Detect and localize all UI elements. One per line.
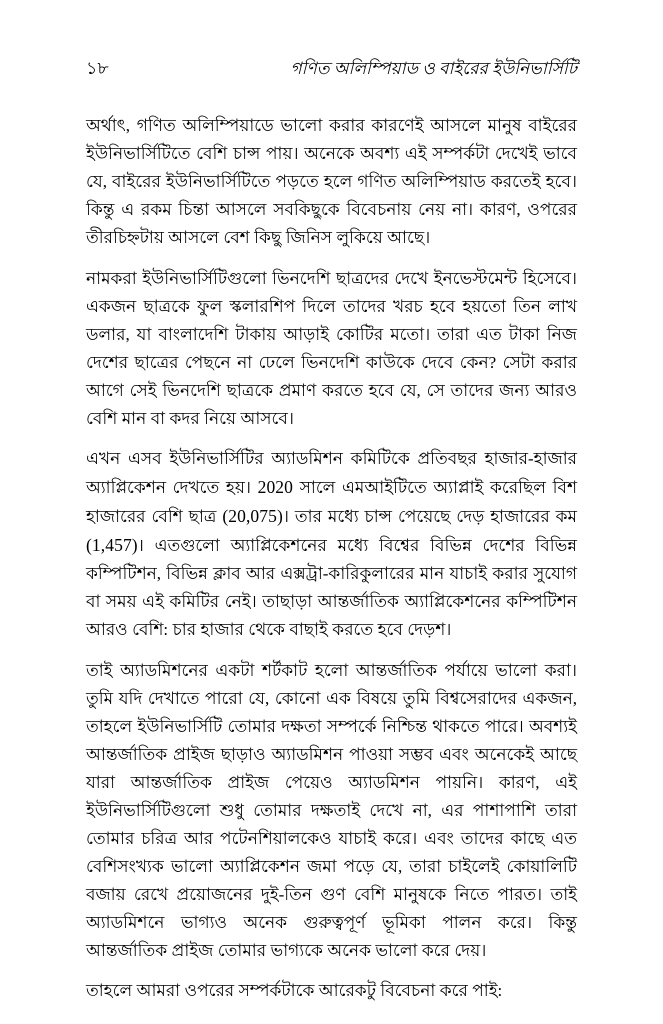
body-text-column	[86, 112, 577, 1005]
page-number: ১৮	[86, 58, 109, 78]
paragraph-1: অর্থাৎ, গণিত অলিম্পিয়াডে ভালো করার কারণেই আসলে মানুষ বাইরের ইউনিভার্সিটিতে বেশি চান্স পায়। অনেকে অবশ্য এই সম্পর্কটা দেখেই ভাবে যে, বাইরের ইউনিভার্সিটিতে পড়তে হলে গণিত অলিম্পিয়াড করতেই হবে। কিন্তু এ রকম চিন্তা আসলে সবকিছুকে বিবেচনায় নেয় না। কারণ, ওপরের তীরচিহ্নটায় আসলে বেশ কিছু জিনিস লুকিয়ে আছে।	[86, 116, 577, 247]
running-head	[86, 58, 577, 84]
running-head-title: গণিত অলিম্পিয়াড ও বাইরের ইউনিভার্সিটি	[290, 59, 577, 78]
inline-number: (1,457)	[86, 535, 138, 555]
paragraph-3: এখন এসব ইউনিভার্সিটির অ্যাডমিশন কমিটিকে প্রতিবছর হাজার-হাজার অ্যাপ্লিকেশন দেখতে হয়। 2020 সালে এমআইটিতে অ্যাপ্লাই করেছিল বিশ হাজারের বেশি ছাত্র (20,075)। তার মধ্যে চান্স পেয়েছে দেড় হাজারের কম (1,457)। এতগুলো অ্যাপ্লিকেশনের মধ্যে বিশ্বের বিভিন্ন দেশের বিভিন্ন কম্পিটিশন, বিভিন্ন ক্লাব আর এক্সট্রা-কারিকুলারের মান যাচাই করার সুযোগ বা সময় এই কমিটির নেই। তাছাড়া আন্তর্জাতিক অ্যাপ্লিকেশনের কম্পিটিশন আরও বেশি: চার হাজার থেকে বাছাই করতে হবে দেড়শ।	[86, 449, 578, 639]
paragraph-4: তাই অ্যাডমিশনের একটা শর্টকাট হলো আন্তর্জাতিক পর্যায়ে ভালো করা। তুমি যদি দেখাতে পারো যে, কোনো এক বিষয়ে তুমি বিশ্বসেরাদের একজন, তাহলে ইউনিভার্সিটি তোমার দক্ষতা সম্পর্কে নিশ্চিন্ত থাকতে পারে। অবশ্যই আন্তর্জাতিক প্রাইজ ছাড়াও অ্যাডমিশন পাওয়া সম্ভব এবং অনেকেই আছে যারা আন্তর্জাতিক প্রাইজ পেয়েও অ্যাডমিশন পায়নি। কারণ, এই ইউনিভার্সিটিগুলো শুধু তোমার দক্ষতাই দেখে না, এর পাশাপাশি তারা তোমার চরিত্র আর পটেনশিয়ালকেও যাচাই করে। এবং তাদের কাছে এত বেশিসংখ্যক ভালো অ্যাপ্লিকেশন জমা পড়ে যে, তারা চাইলেই কোয়ালিটি বজায় রেখে প্রয়োজনের দুই-তিন গুণ বেশি মানুষকে নিতে পারত। তাই অ্যাডমিশনে ভাগ্যও অনেক গুরুত্বপূর্ণ ভূমিকা পালন করে। কিন্তু আন্তর্জাতিক প্রাইজ তোমার ভাগ্যকে অনেক ভালো করে দেয়।	[86, 660, 577, 960]
paragraph-2: নামকরা ইউনিভার্সিটিগুলো ভিনদেশি ছাত্রদের দেখে ইনভেস্টমেন্ট হিসেবে। একজন ছাত্রকে ফুল স্কলারশিপ দিলে তাদের খরচ হবে হয়তো তিন লাখ ডলার, যা বাংলাদেশি টাকায় আড়াই কোটির মতো। তারা এত টাকা নিজ দেশের ছাত্রের পেছনে না ঢেলে ভিনদেশি কাউকে দেবে কেন? সেটা করার আগে সেই ভিনদেশি ছাত্রকে প্রমাণ করতে হবে যে, সে তাদের জন্য আরও বেশি মান বা কদর নিয়ে আসবে।	[86, 268, 577, 428]
inline-number: 2020	[257, 477, 293, 497]
inline-number: (20,075)	[222, 506, 283, 526]
paragraph-5: তাহলে আমরা ওপরের সম্পর্কটাকে আরেকটু বিবেচনা করে পাই:	[86, 981, 503, 1000]
